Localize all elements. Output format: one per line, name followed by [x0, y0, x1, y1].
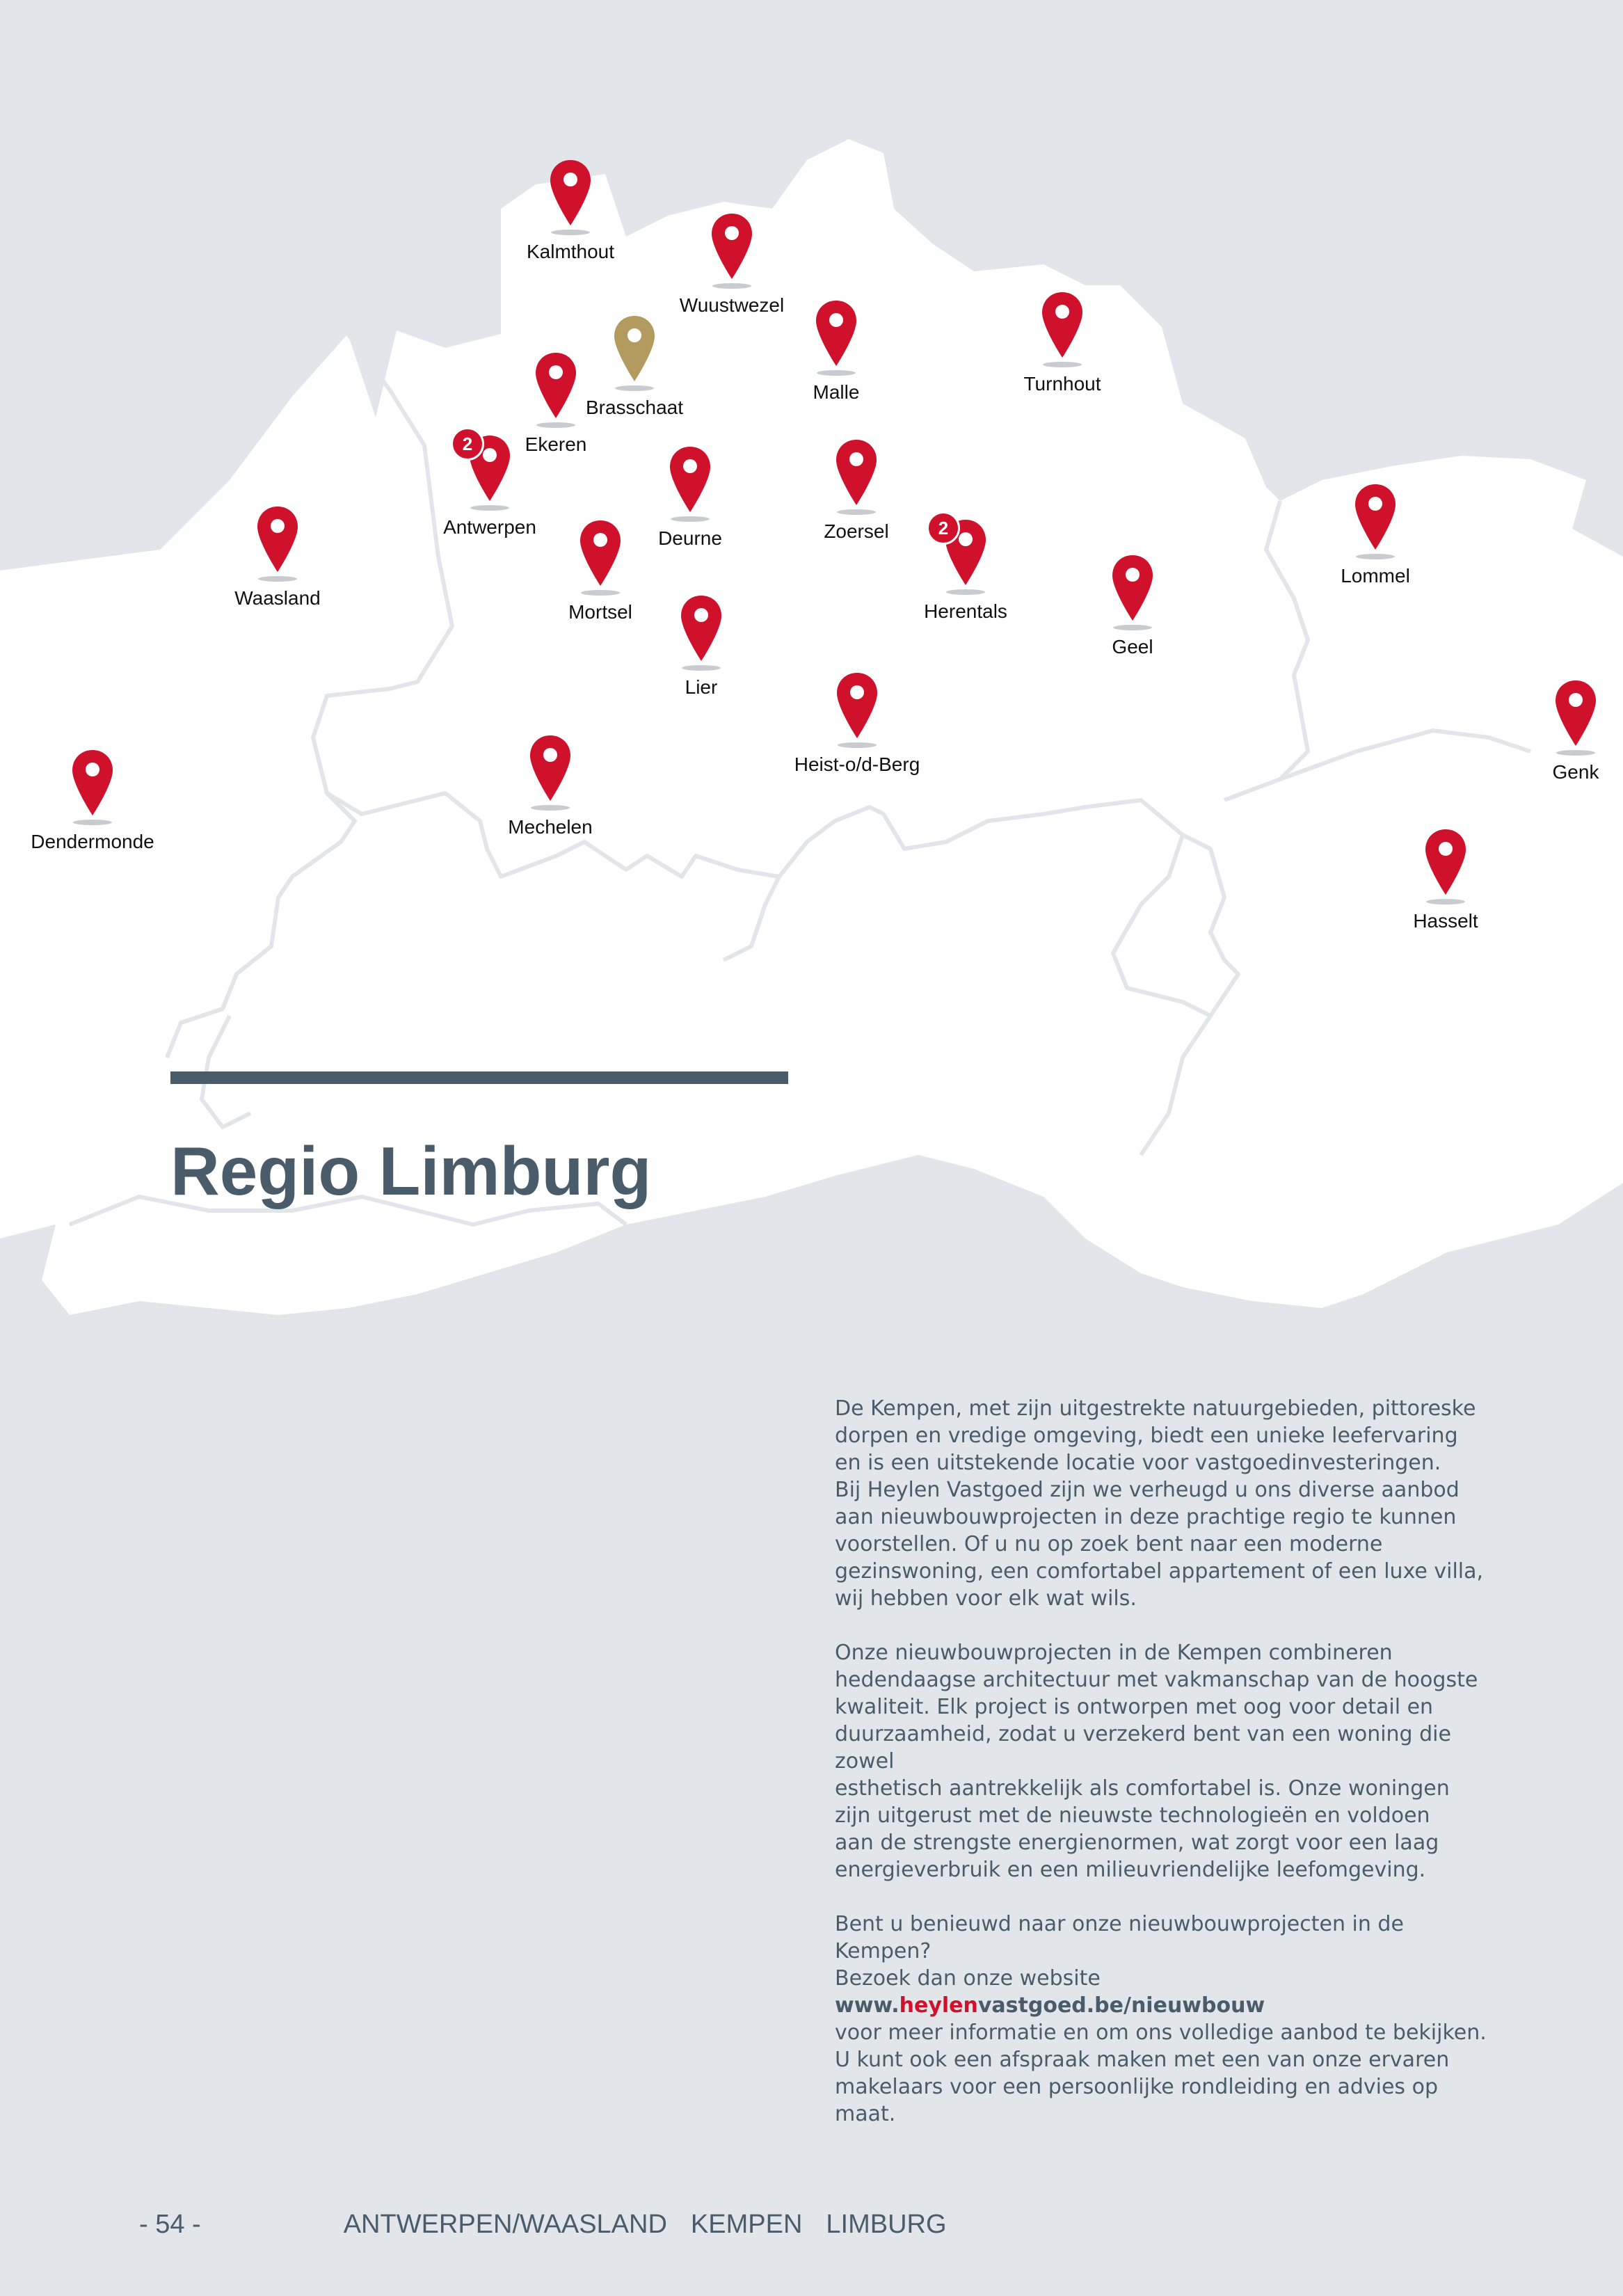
- map-pin-icon: [1110, 554, 1155, 632]
- map-pin-icon: [612, 314, 657, 392]
- map-pin-label: Zoersel: [824, 520, 889, 542]
- paragraph-3-line1: Bent u benieuwd naar onze nieuwbouwprojecten in de Kempen?: [835, 1912, 1404, 1963]
- title-accent-bar: [170, 1071, 788, 1084]
- paragraph-2: Onze nieuwbouwprojecten in de Kempen combineren hedendaagse architectuur met vakmanschap van de hoogste kwaliteit. Elk project is ontworpen met oog voor detail en duurzaamheid, zodat u verzekerd bent van een woning die zowel esthetisch aantrekkelijk als comfortabel is. Onze woningen zijn uitgerust met de nieuwste technologieën en voldoen aan de strengste energienormen, wat zorgt voor een laag energieverbruik en een milieuvriendelijke leefomgeving.: [835, 1641, 1478, 1882]
- pin-shadow: [536, 422, 575, 428]
- pin-body: [681, 596, 721, 661]
- map-pin-lier[interactable]: [659, 594, 743, 699]
- pin-dot: [849, 452, 863, 466]
- map-pin-label: Malle: [813, 381, 860, 403]
- website-link-rest: vastgoed.be/nieuwbouw: [977, 1993, 1265, 2018]
- map-pin-brasschaat[interactable]: [585, 314, 684, 419]
- pin-shadow: [470, 505, 509, 511]
- pin-body: [1112, 555, 1153, 621]
- pin-dot: [1439, 842, 1453, 856]
- map-pin-geel[interactable]: [1091, 554, 1174, 658]
- pin-body: [836, 440, 877, 505]
- pin-shadow: [258, 576, 297, 582]
- map-pin-icon: [255, 505, 300, 583]
- pin-dot: [1368, 497, 1382, 511]
- map-pin-label: Geel: [1112, 636, 1153, 657]
- map-pin-icon: [835, 671, 879, 749]
- map-pin-dendermonde[interactable]: [31, 749, 154, 853]
- pin-shadow: [73, 820, 112, 825]
- map-pin-label: Waasland: [234, 587, 321, 609]
- pin-count-badge: 2: [451, 427, 484, 461]
- pin-dot: [683, 459, 697, 473]
- map-pin-mechelen[interactable]: [509, 734, 592, 838]
- paragraph-3: [835, 1911, 1503, 2128]
- pin-shadow: [946, 589, 985, 595]
- footer-nav: [344, 2210, 947, 2240]
- pin-shadow: [1556, 750, 1595, 756]
- map-pin-label: Deurne: [658, 527, 722, 549]
- map-pin-hasselt[interactable]: [1404, 828, 1487, 932]
- map-pin-icon: [578, 519, 623, 597]
- map-pin-label: Lier: [685, 676, 718, 698]
- pin-dot: [627, 328, 641, 342]
- map-pin-label: Dendermonde: [31, 831, 154, 852]
- pin-dot: [563, 173, 577, 186]
- pin-dot: [543, 748, 557, 762]
- map-pin-label: Hasselt: [1413, 910, 1478, 932]
- map-pin-icon: [679, 594, 723, 672]
- footer-nav-kempen[interactable]: KEMPEN: [690, 2210, 803, 2239]
- pin-body: [1425, 829, 1466, 895]
- map-pin-label: Genk: [1552, 761, 1599, 783]
- pin-dot: [271, 519, 285, 533]
- map-pin-malle[interactable]: [794, 299, 878, 404]
- pin-shadow: [615, 385, 654, 391]
- website-link[interactable]: [835, 1993, 1265, 2018]
- map-pin-label: Mechelen: [508, 816, 593, 838]
- map-pin-antwerpen[interactable]: [443, 433, 536, 539]
- pin-body: [257, 507, 298, 572]
- pin-dot: [850, 685, 864, 699]
- pin-body: [837, 673, 877, 738]
- pin-body: [816, 301, 856, 366]
- map-pin-label: Turnhout: [1023, 373, 1101, 394]
- map-pin-icon: [834, 438, 879, 516]
- map-pin-icon: [1553, 679, 1598, 757]
- map-pin-lommel[interactable]: [1334, 483, 1417, 587]
- map-pin-icon: [668, 445, 712, 523]
- pin-shadow: [1356, 554, 1395, 559]
- intro-text: [835, 1395, 1503, 2155]
- pin-dot: [1126, 568, 1140, 582]
- pin-count-badge: 2: [927, 511, 960, 545]
- map-pin-label: Antwerpen: [443, 516, 536, 538]
- pin-shadow: [682, 665, 721, 671]
- map-pin-turnhout[interactable]: [1021, 291, 1104, 395]
- pin-shadow: [671, 516, 710, 522]
- pin-dot: [483, 448, 497, 462]
- pin-body: [614, 316, 655, 381]
- pin-dot: [725, 226, 739, 240]
- map-pin-label: Wuustwezel: [679, 294, 785, 316]
- map-pin-zoersel[interactable]: [815, 438, 898, 543]
- map-pin-wuustwezel[interactable]: [679, 212, 785, 317]
- paragraph-1: De Kempen, met zijn uitgestrekte natuurgebieden, pittoreske dorpen en vredige omgeving, biedt een unieke leefervaring en is een uitstekende locatie voor vastgoedinvesteringen. Bij Heylen Vastgoed zijn we verheugd u ons diverse aanbod aan nieuwbouwprojecten in deze prachtige regio te kunnen voorstellen. Of u nu op zoek bent naar een moderne gezinswoning, een comfortabel appartement of een luxe villa, wij hebben voor elk wat wils.: [835, 1396, 1484, 1611]
- pin-body: [580, 520, 621, 586]
- map-pin-label: Brasschaat: [585, 397, 684, 418]
- pin-shadow: [838, 742, 877, 748]
- footer: [139, 2210, 947, 2240]
- map-pin-label: Heist-o/d-Berg: [794, 754, 920, 775]
- pin-shadow: [581, 590, 620, 596]
- map-pin-icon: [1040, 291, 1085, 369]
- pin-body: [72, 750, 113, 815]
- pin-dot: [549, 365, 563, 379]
- website-link-brand: heylen: [899, 1993, 978, 2018]
- map-pin-waasland[interactable]: [236, 505, 319, 609]
- pin-shadow: [1043, 362, 1082, 367]
- map-pin-icon: [1423, 828, 1468, 906]
- pin-body: [712, 214, 752, 279]
- website-link-www: www.: [835, 1993, 900, 2018]
- map-pin-label: Lommel: [1341, 565, 1410, 587]
- map-pin-mortsel[interactable]: [559, 519, 642, 623]
- paragraph-3-before-link: Bezoek dan onze website: [835, 1966, 1101, 1991]
- pin-shadow: [551, 230, 590, 235]
- pin-dot: [86, 763, 99, 776]
- pin-body: [1556, 680, 1596, 746]
- footer-nav-antwerpen-waasland[interactable]: ANTWERPEN/WAASLAND: [343, 2210, 667, 2239]
- pin-shadow: [531, 805, 570, 811]
- map-pin-icon: [814, 299, 858, 377]
- map-pin-kalmthout[interactable]: [526, 159, 615, 263]
- pin-shadow: [837, 509, 876, 515]
- footer-nav-limburg[interactable]: LIMBURG: [826, 2210, 947, 2239]
- pin-body: [550, 160, 591, 225]
- paragraph-3-after-link: voor meer informatie en om ons volledige aanbod te bekijken. U kunt ook een afspraak maken met een van onze ervaren makelaars voor een persoonlijke rondleiding en advies op maat.: [835, 2020, 1487, 2126]
- pin-body: [536, 353, 576, 418]
- map-pin-label: Herentals: [924, 600, 1007, 622]
- page-number: - 54 -: [139, 2210, 201, 2239]
- pin-dot: [694, 608, 708, 622]
- map-pin-label: Mortsel: [568, 601, 632, 623]
- pin-dot: [829, 313, 843, 327]
- map-pin-label: Ekeren: [525, 433, 587, 455]
- map-pin-label: Kalmthout: [526, 241, 615, 262]
- map-pin-icon: [70, 749, 115, 827]
- map-pin-deurne[interactable]: [648, 445, 732, 550]
- pin-shadow: [712, 283, 751, 289]
- pin-body: [530, 735, 570, 801]
- map-pin-icon: [710, 212, 754, 290]
- pin-body: [670, 447, 710, 512]
- pin-dot: [1055, 305, 1069, 319]
- map-pin-herentals[interactable]: [924, 518, 1007, 623]
- pin-dot: [1569, 693, 1583, 707]
- map-pin-heist-o-d-berg[interactable]: [794, 671, 920, 776]
- map-pin-icon: [528, 734, 573, 812]
- pin-body: [1042, 292, 1082, 358]
- pin-body: [1355, 484, 1396, 550]
- map-pin-icon: [1353, 483, 1398, 561]
- map-pin-genk[interactable]: [1534, 679, 1617, 783]
- pin-dot: [959, 532, 973, 546]
- map-pin-icon: [548, 159, 593, 237]
- pin-shadow: [817, 370, 856, 376]
- map-pin-icon: [534, 351, 578, 429]
- pin-shadow: [1113, 625, 1152, 630]
- page-title: Regio Limburg: [170, 1133, 652, 1209]
- pin-dot: [593, 533, 607, 547]
- pin-shadow: [1426, 899, 1465, 904]
